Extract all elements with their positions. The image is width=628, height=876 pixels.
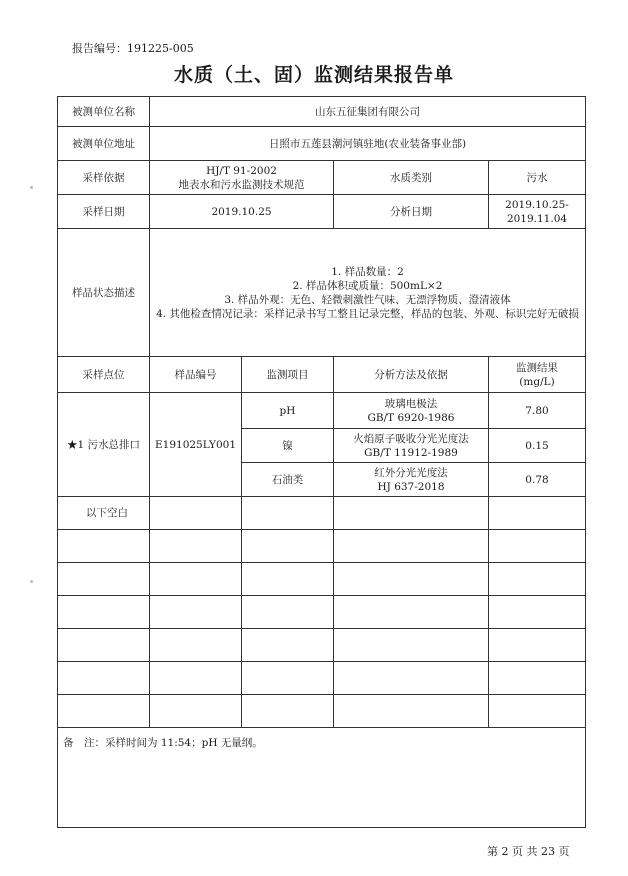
empty-row xyxy=(58,662,586,695)
empty-cell xyxy=(242,662,334,695)
empty-cell xyxy=(150,662,242,695)
empty-cell xyxy=(334,530,489,563)
water-type-label: 水质类别 xyxy=(334,161,489,195)
unit-name-label: 被测单位名称 xyxy=(58,97,150,127)
empty-cell xyxy=(242,530,334,563)
analysis-date-value: 2019.10.25-2019.11.04 xyxy=(489,195,586,229)
sample-state-label: 样品状态描述 xyxy=(58,229,150,357)
method-name: 火焰原子吸收分光光度法 xyxy=(353,432,469,445)
result-value: 7.80 xyxy=(489,393,586,429)
sample-date-value: 2019.10.25 xyxy=(150,195,334,229)
empty-cell xyxy=(489,563,586,596)
empty-cell xyxy=(150,563,242,596)
water-type-value: 污水 xyxy=(489,161,586,195)
result-method xyxy=(334,429,489,463)
empty-cell xyxy=(150,629,242,662)
sample-state-row xyxy=(58,229,586,357)
results-header-row xyxy=(58,357,586,393)
note: 备 注：采样时间为 11:54；pH 无量纲。 xyxy=(58,728,586,828)
result-item: 石油类 xyxy=(242,463,334,497)
note-row xyxy=(58,728,586,828)
sample-date-label: 采样日期 xyxy=(58,195,150,229)
header-method: 分析方法及依据 xyxy=(334,357,489,393)
header-result-unit: (mg/L) xyxy=(519,375,555,388)
basis-name: 地表水和污水监测技术规范 xyxy=(178,178,305,191)
empty-cell xyxy=(242,497,334,530)
empty-row xyxy=(58,596,586,629)
empty-cell xyxy=(150,596,242,629)
unit-name-value: 山东五征集团有限公司 xyxy=(150,97,586,127)
result-method xyxy=(334,393,489,429)
address-label: 被测单位地址 xyxy=(58,127,150,161)
header-point: 采样点位 xyxy=(58,357,150,393)
result-item: 镍 xyxy=(242,429,334,463)
empty-cell xyxy=(334,563,489,596)
empty-cell xyxy=(58,530,150,563)
empty-cell xyxy=(150,695,242,728)
empty-row xyxy=(58,629,586,662)
sample-state-item: 3. 样品外观：无色、轻微刺激性气味、无漂浮物质、澄清液体 xyxy=(224,293,511,306)
result-value: 0.78 xyxy=(489,463,586,497)
result-row xyxy=(58,393,586,429)
empty-cell xyxy=(334,596,489,629)
blank-marker: 以下空白 xyxy=(58,497,150,530)
empty-cell xyxy=(242,563,334,596)
method-standard: HJ 637-2018 xyxy=(377,480,445,493)
report-title: 水质（土、固）监测结果报告单 xyxy=(173,64,454,86)
empty-cell xyxy=(150,497,242,530)
empty-cell xyxy=(489,662,586,695)
analysis-date-label: 分析日期 xyxy=(334,195,489,229)
method-name: 红外分光光度法 xyxy=(374,466,448,479)
report-table xyxy=(57,96,586,828)
empty-cell xyxy=(334,662,489,695)
page-number: 第 2 页 共 23 页 xyxy=(487,845,570,858)
empty-cell xyxy=(334,629,489,662)
scan-mark xyxy=(30,580,33,583)
empty-cell xyxy=(242,629,334,662)
basis-value xyxy=(150,161,334,195)
header-item: 监测项目 xyxy=(242,357,334,393)
empty-cell xyxy=(58,662,150,695)
header-sample-id: 样品编号 xyxy=(150,357,242,393)
empty-cell xyxy=(334,497,489,530)
sample-id: E191025LY001 xyxy=(150,393,242,497)
empty-row xyxy=(58,563,586,596)
empty-cell xyxy=(334,695,489,728)
method-standard: GB/T 6920-1986 xyxy=(367,411,455,424)
scan-mark xyxy=(30,186,33,189)
report-number: 报告编号：191225-005 xyxy=(72,42,194,55)
empty-cell xyxy=(489,497,586,530)
date-row xyxy=(58,195,586,229)
method-standard: GB/T 11912-1989 xyxy=(364,446,458,459)
address-value: 日照市五莲县潮河镇驻地(农业装备事业部) xyxy=(150,127,586,161)
unit-name-row xyxy=(58,97,586,127)
sample-state-item: 4. 其他检查情况记录：采样记录书写工整且记录完整，样品的包装、外观、标识完好无破损 xyxy=(156,307,579,320)
empty-cell xyxy=(58,695,150,728)
empty-cell xyxy=(489,695,586,728)
basis-code: HJ/T 91-2002 xyxy=(206,164,277,177)
method-name: 玻璃电极法 xyxy=(384,397,438,410)
empty-cell xyxy=(489,596,586,629)
empty-cell xyxy=(58,596,150,629)
sample-state-list xyxy=(150,229,586,357)
empty-cell xyxy=(242,596,334,629)
empty-cell xyxy=(58,629,150,662)
header-result-label: 监测结果 xyxy=(516,361,558,374)
empty-cell xyxy=(242,695,334,728)
empty-row xyxy=(58,695,586,728)
result-value: 0.15 xyxy=(489,429,586,463)
address-row xyxy=(58,127,586,161)
basis-row xyxy=(58,161,586,195)
result-method xyxy=(334,463,489,497)
sampling-point: ★1 污水总排口 xyxy=(58,393,150,497)
result-item: pH xyxy=(242,393,334,429)
blank-marker-row xyxy=(58,497,586,530)
empty-cell xyxy=(150,530,242,563)
empty-cell xyxy=(58,563,150,596)
empty-row xyxy=(58,530,586,563)
empty-cell xyxy=(489,629,586,662)
sample-state-item: 2. 样品体积或质量：500mL×2 xyxy=(292,279,443,292)
sample-state-item: 1. 样品数量：2 xyxy=(331,265,404,278)
header-result xyxy=(489,357,586,393)
empty-cell xyxy=(489,530,586,563)
basis-label: 采样依据 xyxy=(58,161,150,195)
